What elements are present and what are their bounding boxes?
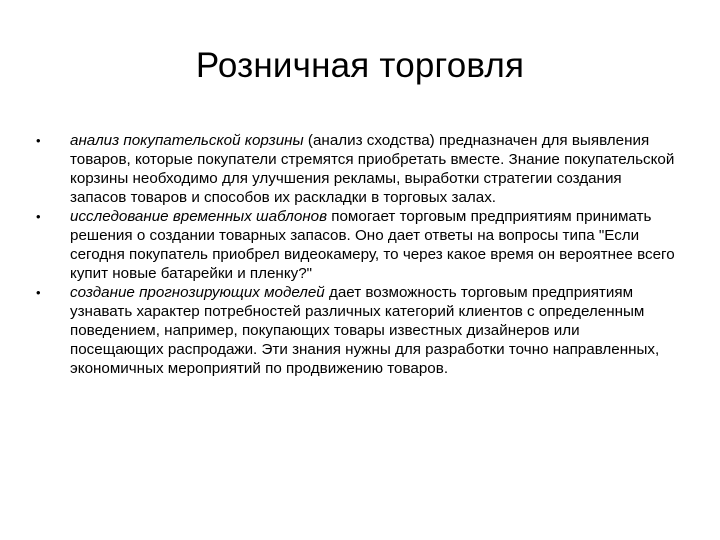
bullet-marker-icon: • xyxy=(36,133,41,148)
slide-title: Розничная торговля xyxy=(195,46,525,85)
bullet-term: анализ покупательской корзины xyxy=(70,132,304,149)
bullet-term: исследование временных шаблонов xyxy=(70,208,328,225)
bullet-item xyxy=(36,131,676,207)
bullet-text: (анализ сходства) предназначен для выявления товаров, которые покупатели стремятся приобретать вместе. Знание покупательской корзины необходимо для улучшения рекламы, выработки стратегии создания запасов товаров и способов их раскладки в торговых залах. xyxy=(70,132,675,206)
bullet-item xyxy=(36,207,676,283)
bullet-marker-icon: • xyxy=(36,209,41,224)
bullet-text: дает возможность торговым предприятиям узнавать характер потребностей различных категорий клиентов с определенным поведением, например, покупающих товары известных дизайнеров или посещающих распродажи. Эти знания нужны для разработки точно направленных, экономичных мероприятий по продвижению товаров. xyxy=(70,284,660,377)
bullet-marker-icon: • xyxy=(36,285,41,300)
bullet-item xyxy=(36,283,676,378)
bullet-text: помогает торговым предприятиям принимать решения о создании товарных запасов. Оно дает ответы на вопросы типа "Если сегодня покупатель приобрел видеокамеру, то через какое время он вероятнее всего купит новые батарейки и пленку?" xyxy=(70,208,675,282)
bullet-term: создание прогнозирующих моделей xyxy=(70,284,325,301)
bullet-list xyxy=(36,131,676,378)
